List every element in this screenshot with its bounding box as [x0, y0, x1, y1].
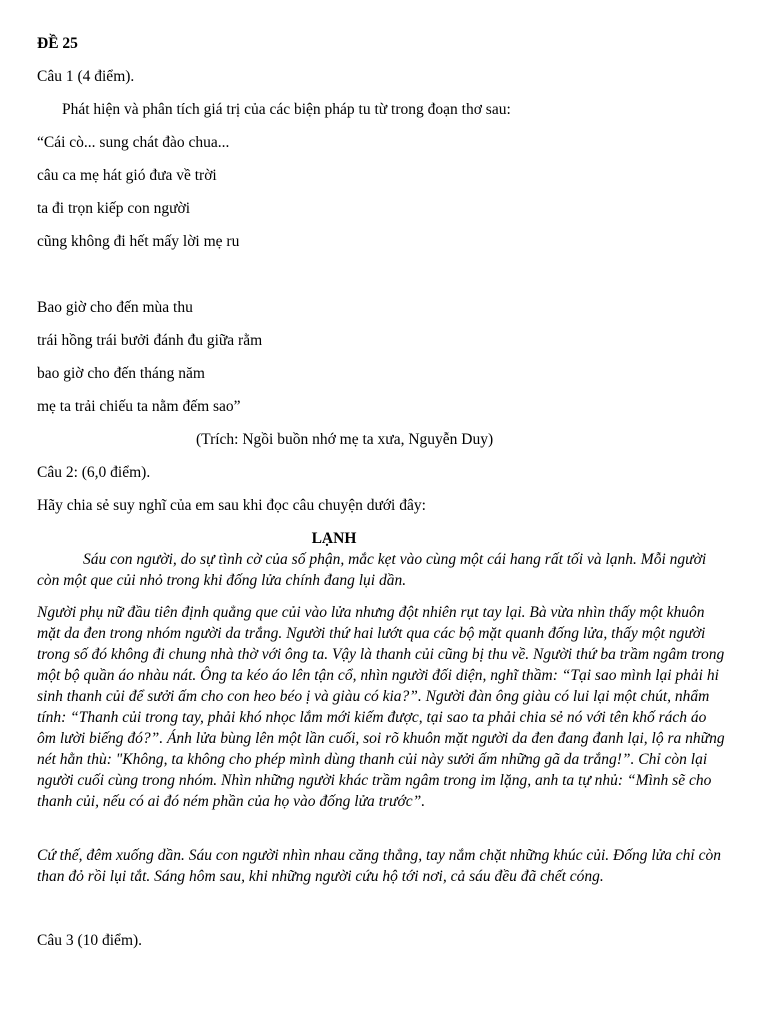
story-paragraph: Sáu con người, do sự tình cờ của số phận, mắc kẹt vào cùng một cái hang rất tối và lạnh. Mỗi người còn một que củi nhỏ trong khi đống lửa chính đang lụi dần. — [37, 551, 707, 589]
question-2-heading: Câu 2: (6,0 điểm). — [37, 464, 151, 481]
story-paragraph: Cứ thế, đêm xuống dần. Sáu con người nhìn nhau căng thẳng, tay nắm chặt những khúc củi. Đống lửa chỉ còn than đỏ rồi lụi tắt. Sáng hôm sau, khi những người cứu hộ tới nơi, cả sáu đều đã chết cóng. — [37, 847, 721, 885]
poem-citation: (Trích: Ngồi buồn nhớ mẹ ta xưa, Nguyễn Duy) — [196, 431, 494, 448]
poem-line: mẹ ta trải chiếu ta nằm đếm sao” — [37, 398, 241, 415]
story-title: LẠNH — [311, 530, 357, 547]
question-1-heading: Câu 1 (4 điểm). — [37, 68, 135, 85]
story-paragraph: Người phụ nữ đầu tiên định quẳng que củi vào lửa nhưng đột nhiên rụt tay lại. Bà vừa nhìn thấy một khuôn mặt da đen trong nhóm người da trắng. Người thứ hai lướt qua các bộ mặt quanh đống lửa, thấy một người trong số đó không đi chung nhà thờ với ông ta. Vậy là thanh củi cũng bị thu về. Người thứ ba trầm ngâm trong một bộ quần áo nhàu nát. Ông ta kéo áo lên tận cổ, nhìn người đối diện, nghĩ thầm: “Tại sao mình lại phải hi sinh thanh củi để sưởi ấm cho con heo béo ị và giàu có kia?”. Người đàn ông giàu có lui lại một chút, nhẩm tính: “Thanh củi trong tay, phải khó nhọc lắm mới kiếm được, tại sao ta phải chia sẻ nó với tên khố rách áo ôm lười biếng đó?”. Ánh lửa bùng lên một lần cuối, soi rõ khuôn mặt người da đen đang đanh lại, lộ ra những nét hằn thù: "Không, ta không cho phép mình dùng thanh củi này sưởi ấm những gã da trắng!”. Chỉ còn lại người cuối cùng trong nhóm. Nhìn những người khác trầm ngâm trong im lặng, anh ta tự nhủ: “Mình sẽ cho thanh củi, nếu có ai đó ném phần của họ vào đống lửa trước”. — [37, 604, 725, 810]
poem-line: ta đi trọn kiếp con người — [37, 200, 191, 217]
question-1-prompt: Phát hiện và phân tích giá trị của các biện pháp tu từ trong đoạn thơ sau: — [62, 101, 511, 118]
poem-line: bao giờ cho đến tháng năm — [37, 365, 205, 382]
question-2-prompt: Hãy chia sẻ suy nghĩ của em sau khi đọc câu chuyện dưới đây: — [37, 497, 426, 514]
poem-line: trái hồng trái bưởi đánh đu giữa rằm — [37, 332, 263, 349]
exam-title: ĐỀ 25 — [37, 35, 78, 52]
poem-line: “Cái cò... sung chát đào chua... — [37, 134, 230, 151]
poem-line: câu ca mẹ hát gió đưa về trời — [37, 167, 217, 184]
poem-line: Bao giờ cho đến mùa thu — [37, 299, 193, 316]
poem-line: cũng không đi hết mấy lời mẹ ru — [37, 233, 240, 250]
question-3-heading: Câu 3 (10 điểm). — [37, 932, 143, 949]
